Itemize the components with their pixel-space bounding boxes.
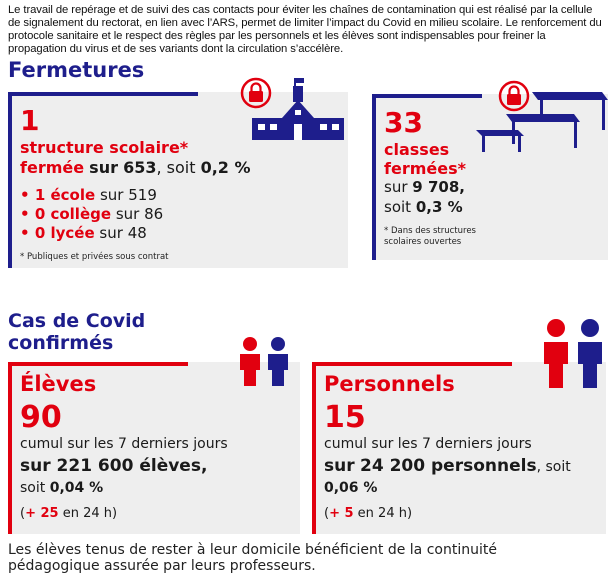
personnels-pct-line	[324, 480, 377, 496]
personnels-total: 24 200 personnels	[360, 456, 537, 476]
personnels-cumul: cumul sur les 7 derniers jours	[324, 436, 532, 452]
structures-list	[20, 186, 163, 243]
eleves-delta: + 25	[25, 506, 59, 521]
classes-count: 33	[384, 106, 423, 139]
personnels-delta: + 5	[329, 506, 354, 521]
classes-label2: fermées*	[384, 159, 466, 178]
lock-icon	[242, 79, 270, 107]
personnels-sur: sur	[324, 456, 355, 476]
eleves-cumul: cumul sur les 7 derniers jours	[20, 436, 228, 452]
classes-sur: sur	[384, 178, 408, 196]
personnels-soit: , soit	[536, 459, 571, 475]
personnels-panel-top-bar	[312, 362, 512, 366]
eleves-delta-line: (+ 25 en 24 h)	[20, 506, 118, 521]
classes-panel-top-bar	[372, 94, 482, 98]
personnels-label: Personnels	[324, 372, 455, 396]
eleves-count: 90	[20, 400, 62, 435]
fermetures-title: Fermetures	[8, 58, 145, 82]
tables-icon	[470, 74, 610, 154]
structures-panel-left-bar	[8, 92, 12, 268]
structures-label2: fermée	[20, 158, 85, 177]
classes-panel-left-bar	[372, 94, 376, 260]
eleves-total-line	[20, 456, 207, 476]
personnels-delta-line: (+ 5 en 24 h)	[324, 506, 413, 521]
structures-panel-top-bar	[8, 92, 198, 96]
classes-note: * Dans des structures scolaires ouvertes	[384, 226, 476, 247]
classes-line4	[384, 198, 463, 216]
eleves-total: 221 600 élèves,	[56, 456, 208, 476]
classes-label: classes	[384, 140, 450, 159]
intro-paragraph: Le travail de repérage et de suivi des cas contacts pour éviter les chaînes de contamination qui est réalisé par la cellule de signalement du rectorat, en lien avec l’ARS, permet de limiter l’impact du Covid en milieu scolaire. Le renforcement du protocole sanitaire et le respect des règles par les personnels et les élèves sont indispensables pour freiner la propagation du virus et de ses variants dont la circulation s’accélère.	[8, 4, 602, 55]
personnels-total-line	[324, 456, 571, 476]
people-large-icon	[540, 318, 608, 392]
lock-icon	[500, 82, 528, 110]
structures-sur: sur	[89, 158, 118, 177]
structures-count: 1	[20, 104, 40, 137]
structures-soit: , soit	[156, 158, 196, 177]
people-small-icon	[236, 336, 294, 388]
school-building-icon	[238, 74, 350, 150]
classes-soit: soit	[384, 198, 412, 216]
list-item: • 0 collège sur 86	[20, 205, 164, 223]
footer-note: Les élèves tenus de rester à leur domicile bénéficient de la continuité pédagogique assurée par leurs professeurs.	[8, 542, 497, 574]
structures-label: structure scolaire*	[20, 138, 189, 157]
classes-pct: 0,3 %	[415, 198, 463, 216]
eleves-label: Élèves	[20, 372, 97, 396]
covid-title: Cas de Covid confirmés	[8, 310, 146, 354]
list-item: • 1 école sur 519	[20, 186, 157, 204]
eleves-pct-line	[20, 480, 103, 496]
eleves-pct: 0,04 %	[49, 480, 104, 496]
personnels-panel-left-bar	[312, 362, 316, 534]
eleves-soit: soit	[20, 480, 46, 496]
personnels-pct: 0,06 %	[324, 480, 378, 496]
eleves-panel-left-bar	[8, 362, 12, 534]
personnels-count: 15	[324, 400, 366, 435]
structures-total: 653	[123, 158, 157, 177]
structures-pct: 0,2 %	[200, 158, 251, 177]
classes-total: 9 708,	[412, 178, 465, 196]
eleves-sur: sur	[20, 456, 51, 476]
list-item: • 0 lycée sur 48	[20, 224, 147, 242]
structures-line2	[20, 158, 251, 177]
classes-line3	[384, 178, 465, 196]
structures-note: * Publiques et privées sous contrat	[20, 252, 169, 262]
eleves-panel-top-bar	[8, 362, 188, 366]
